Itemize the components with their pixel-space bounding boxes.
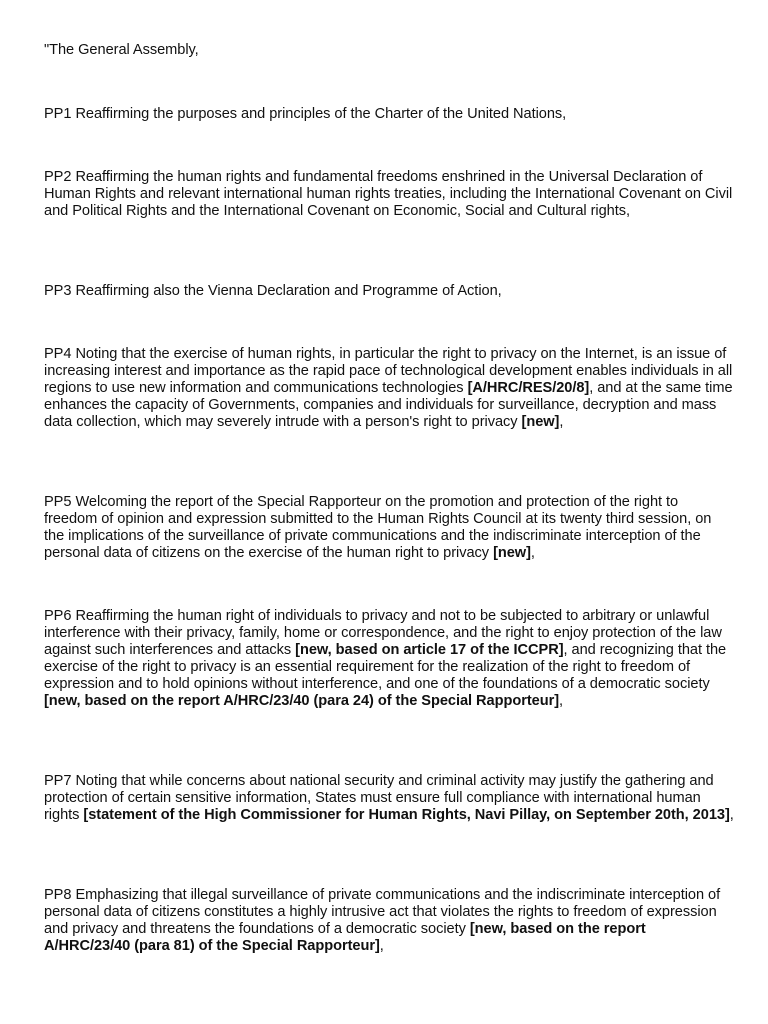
pp3-text: PP3 Reaffirming also the Vienna Declaration and Programme of Action, <box>44 283 502 299</box>
pp8-reference-1: [new, based on the report A/HRC/23/40 (para 81) of the Special Rapporteur] <box>44 921 646 954</box>
pp5-text-2: , <box>530 545 535 561</box>
pp6-text-2: , and recognizing that the exercise of the right to privacy is an essential requirement for the realization of the right to freedom of expression and to hold opinions without interference, and one of the foundations of a democratic society <box>44 642 727 692</box>
paragraph-pp8 <box>44 887 734 955</box>
pp2-text: PP2 Reaffirming the human rights and fundamental freedoms enshrined in the Universal Declaration of Human Rights and relevant international human rights treaties, including the International Covenant on Civil and Political Rights and the International Covenant on Economic, Social and Cultural rights, <box>44 169 733 219</box>
pp8-text-1: PP8 Emphasizing that illegal surveillance of private communications and the indiscriminate interception of personal data of citizens constitutes a highly intrusive act that violates the rights to freedom of expression and privacy and threatens the foundations of a democratic society <box>44 887 721 937</box>
paragraph-pp3 <box>44 283 734 300</box>
pp4-reference-1: [A/HRC/RES/20/8] <box>467 380 590 396</box>
paragraph-pp4 <box>44 346 734 431</box>
pp7-text-1: PP7 Noting that while concerns about national security and criminal activity may justify the gathering and protection of certain sensitive information, States must ensure full compliance with international human rights <box>44 773 714 823</box>
pp6-text-3: , <box>559 693 564 709</box>
pp4-text-3: , <box>559 414 564 430</box>
paragraph-pp1 <box>44 106 734 123</box>
paragraph-pp7 <box>44 773 734 824</box>
pp4-text-2: , and at the same time enhances the capacity of Governments, companies and individuals for surveillance, decryption and mass data collection, which may severely intrude with a person's right to privacy <box>44 380 733 430</box>
resolution-intro <box>44 42 734 59</box>
pp6-text-1: PP6 Reaffirming the human right of individuals to privacy and not to be subjected to arbitrary or unlawful interference with their privacy, family, home or correspondence, and the right to enjoy protection of the law against such interferences and attacks <box>44 608 722 658</box>
pp4-reference-2: [new] <box>521 414 560 430</box>
pp1-text: PP1 Reaffirming the purposes and principles of the Charter of the United Nations, <box>44 106 567 122</box>
pp7-text-2: , <box>729 807 734 823</box>
pp5-reference-1: [new] <box>493 545 531 561</box>
pp7-reference-1: [statement of the High Commissioner for Human Rights, Navi Pillay, on September 20th, 2013] <box>83 807 730 823</box>
pp6-reference-1: [new, based on article 17 of the ICCPR] <box>295 642 564 658</box>
paragraph-pp6 <box>44 608 734 710</box>
intro-text: "The General Assembly, <box>44 42 199 58</box>
pp4-text-1: PP4 Noting that the exercise of human rights, in particular the right to privacy on the Internet, is an issue of increasing interest and importance as the rapid pace of technological development enables individuals in all regions to use new information and communications technologies <box>44 346 733 396</box>
paragraph-pp2 <box>44 169 734 220</box>
pp5-text-1: PP5 Welcoming the report of the Special Rapporteur on the promotion and protection of the right to freedom of opinion and expression submitted to the Human Rights Council at its twenty third session, on the implications of the surveillance of private communications and the indiscriminate interception of the personal data of citizens on the exercise of the human right to privacy <box>44 494 712 561</box>
pp6-reference-2: [new, based on the report A/HRC/23/40 (para 24) of the Special Rapporteur] <box>44 693 560 709</box>
paragraph-pp5 <box>44 494 734 562</box>
pp8-text-2: , <box>379 938 384 954</box>
